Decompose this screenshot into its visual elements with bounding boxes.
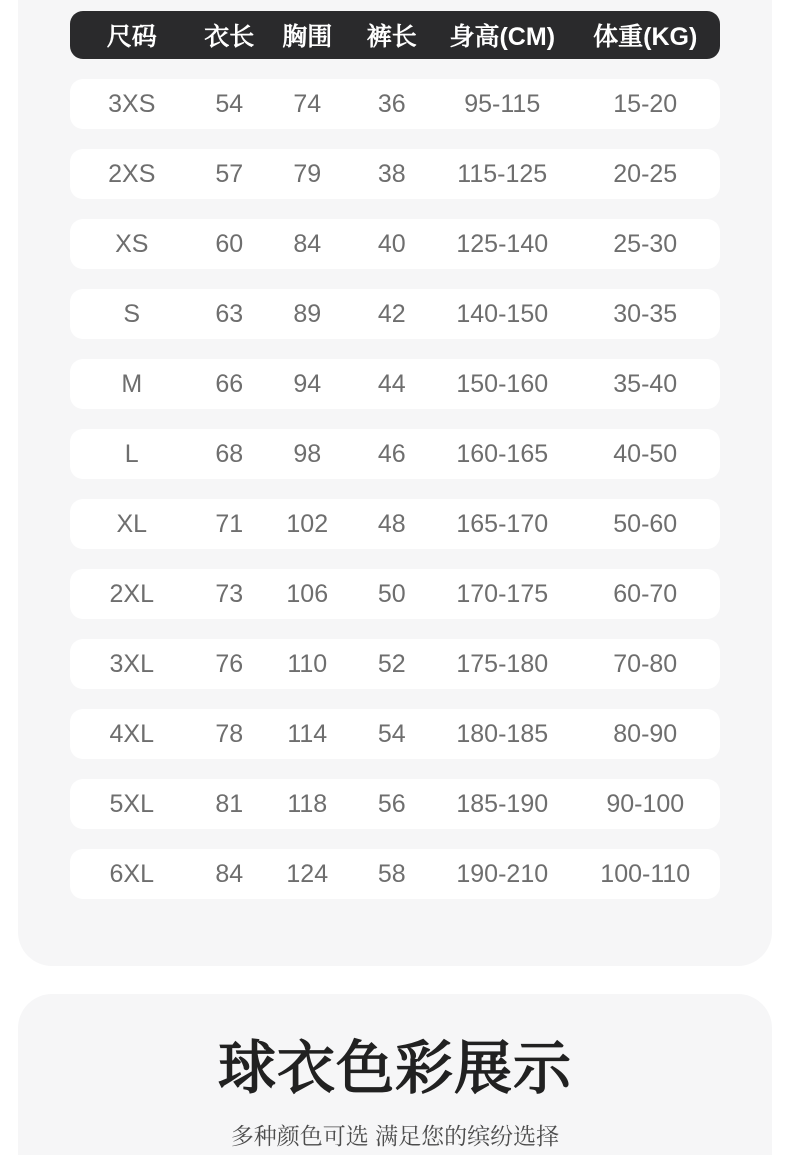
cell-chest: 102 [286, 509, 329, 538]
cell-length: 71 [215, 509, 244, 538]
header-size: 尺码 [106, 23, 157, 51]
color-section-card [18, 994, 772, 1155]
cell-size: L [124, 439, 139, 468]
table-row [70, 709, 720, 759]
table-row [70, 429, 720, 479]
cell-length: 57 [215, 159, 244, 188]
cell-weight: 70-80 [613, 649, 678, 678]
color-section-title: 球衣色彩展示 [217, 1036, 572, 1101]
cell-size: 2XL [109, 579, 154, 608]
cell-size: 5XL [109, 789, 154, 818]
cell-height: 165-170 [456, 509, 549, 538]
cell-size: XL [116, 509, 148, 538]
table-row [70, 79, 720, 129]
table-row [70, 359, 720, 409]
cell-length: 84 [215, 859, 244, 888]
cell-length: 66 [215, 369, 244, 398]
cell-weight: 30-35 [613, 299, 678, 328]
cell-length: 68 [215, 439, 244, 468]
cell-chest: 118 [287, 789, 328, 818]
color-section-subtitle: 多种颜色可选 满足您的缤纷选择 [230, 1123, 560, 1149]
cell-size: XS [115, 229, 149, 258]
table-row [70, 569, 720, 619]
cell-chest: 110 [287, 649, 328, 678]
table-row [70, 779, 720, 829]
cell-length: 78 [215, 719, 244, 748]
cell-weight: 40-50 [613, 439, 678, 468]
size-table-header [70, 11, 720, 59]
cell-height: 190-210 [456, 859, 549, 888]
cell-length: 81 [215, 789, 244, 818]
cell-height: 175-180 [456, 649, 549, 678]
cell-pants: 52 [377, 649, 406, 678]
header-height: 身高(CM) [449, 23, 556, 51]
header-length: 衣长 [204, 23, 255, 51]
cell-weight: 100-110 [600, 859, 691, 888]
cell-pants: 44 [377, 369, 406, 398]
cell-chest: 94 [293, 369, 322, 398]
cell-length: 54 [215, 89, 244, 118]
cell-chest: 106 [286, 579, 329, 608]
cell-weight: 35-40 [613, 369, 678, 398]
cell-pants: 46 [377, 439, 406, 468]
cell-weight: 80-90 [613, 719, 678, 748]
table-row [70, 849, 720, 899]
cell-pants: 42 [377, 299, 406, 328]
size-table-body [70, 79, 720, 899]
cell-weight: 60-70 [613, 579, 678, 608]
cell-chest: 124 [286, 859, 329, 888]
cell-height: 170-175 [456, 579, 549, 608]
size-chart-card [18, 0, 772, 966]
cell-size: 3XS [108, 89, 156, 118]
header-pants: 裤长 [366, 23, 417, 51]
cell-height: 95-115 [464, 89, 541, 118]
cell-pants: 56 [377, 789, 406, 818]
cell-height: 115-125 [457, 159, 548, 188]
table-row [70, 289, 720, 339]
cell-height: 140-150 [456, 299, 549, 328]
cell-size: 3XL [109, 649, 154, 678]
cell-chest: 89 [293, 299, 322, 328]
header-chest: 胸围 [282, 23, 333, 51]
cell-weight: 15-20 [613, 89, 678, 118]
cell-pants: 58 [377, 859, 406, 888]
table-row [70, 219, 720, 269]
cell-weight: 20-25 [613, 159, 678, 188]
cell-height: 160-165 [456, 439, 549, 468]
cell-chest: 79 [293, 159, 322, 188]
cell-size: 4XL [109, 719, 154, 748]
cell-length: 73 [215, 579, 244, 608]
cell-chest: 98 [293, 439, 322, 468]
cell-pants: 36 [377, 89, 406, 118]
cell-weight: 25-30 [613, 229, 678, 258]
cell-pants: 40 [377, 229, 406, 258]
cell-size: S [123, 299, 141, 328]
table-row [70, 149, 720, 199]
cell-size: 2XS [108, 159, 156, 188]
cell-height: 180-185 [456, 719, 549, 748]
cell-height: 150-160 [456, 369, 549, 398]
cell-length: 60 [215, 229, 244, 258]
cell-chest: 74 [293, 89, 322, 118]
cell-height: 125-140 [456, 229, 549, 258]
cell-pants: 50 [377, 579, 406, 608]
table-row [70, 639, 720, 689]
cell-pants: 38 [377, 159, 406, 188]
cell-pants: 48 [377, 509, 406, 538]
cell-chest: 114 [287, 719, 328, 748]
cell-size: M [121, 369, 143, 398]
header-weight: 体重(KG) [593, 23, 698, 51]
cell-height: 185-190 [456, 789, 549, 818]
cell-pants: 54 [377, 719, 406, 748]
table-row [70, 499, 720, 549]
cell-weight: 50-60 [613, 509, 678, 538]
cell-size: 6XL [109, 859, 154, 888]
cell-length: 63 [215, 299, 244, 328]
cell-weight: 90-100 [606, 789, 685, 818]
cell-chest: 84 [293, 229, 322, 258]
cell-length: 76 [215, 649, 244, 678]
